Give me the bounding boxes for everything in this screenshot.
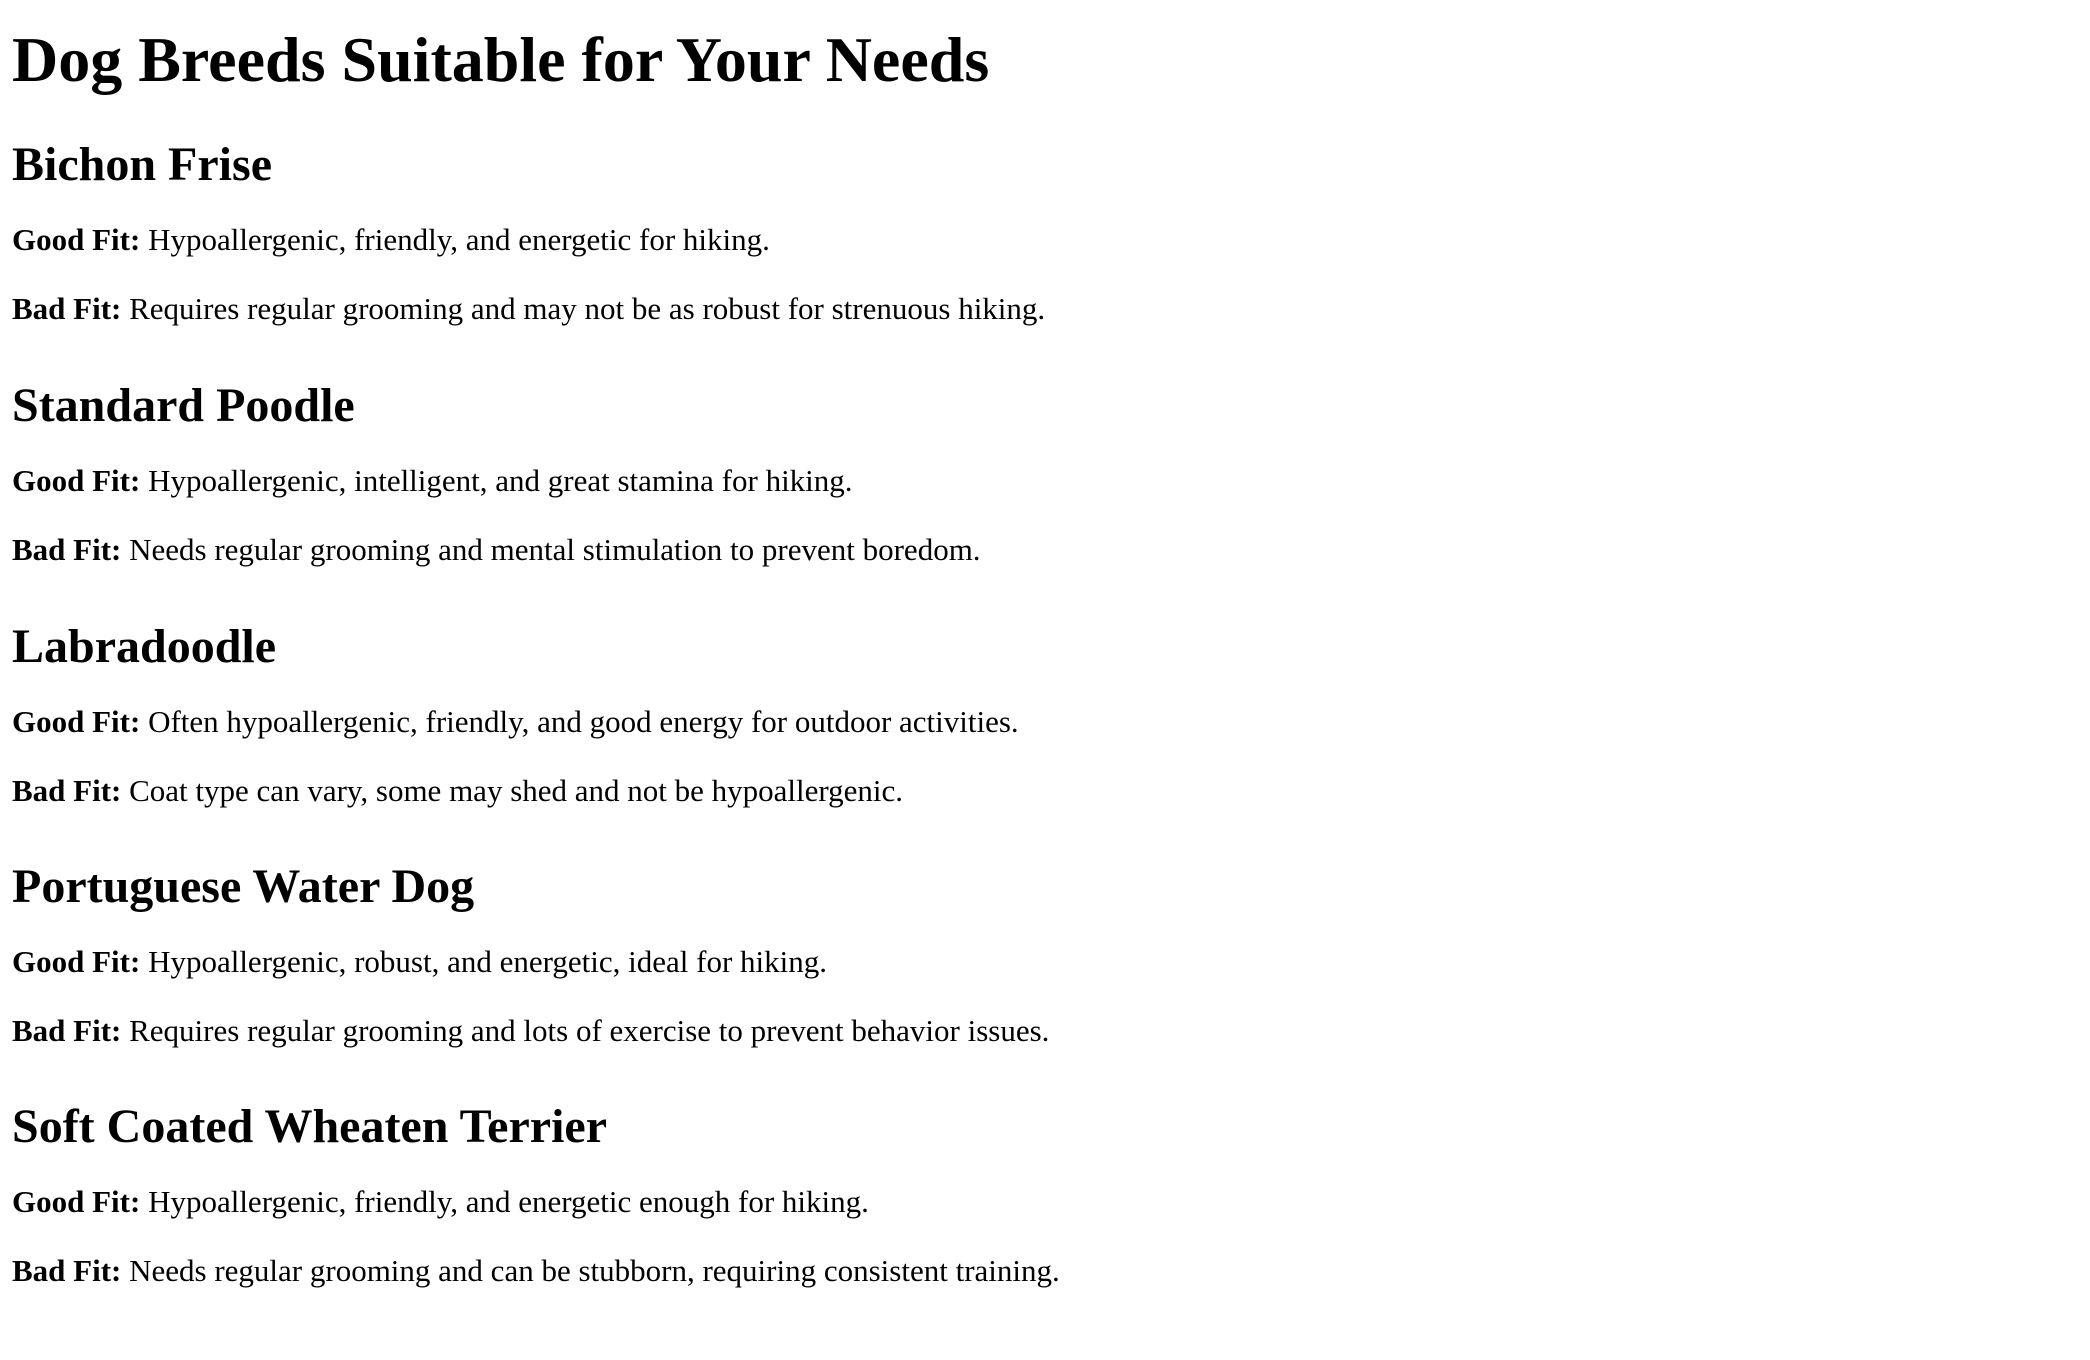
bad-fit-text: Needs regular grooming and mental stimulation to prevent boredom. bbox=[129, 532, 981, 567]
bad-fit-label: Bad Fit: bbox=[12, 291, 122, 326]
bad-fit-line bbox=[12, 1252, 1060, 1290]
bad-fit-text: Coat type can vary, some may shed and not be hypoallergenic. bbox=[129, 773, 904, 808]
good-fit-label: Good Fit: bbox=[12, 222, 141, 257]
good-fit-text: Hypoallergenic, robust, and energetic, ideal for hiking. bbox=[148, 944, 827, 979]
breed-name: Portuguese Water Dog bbox=[12, 860, 475, 913]
good-fit-line bbox=[12, 703, 1019, 741]
good-fit-label: Good Fit: bbox=[12, 944, 141, 979]
bad-fit-label: Bad Fit: bbox=[12, 773, 122, 808]
bad-fit-label: Bad Fit: bbox=[12, 532, 122, 567]
page-title: Dog Breeds Suitable for Your Needs bbox=[12, 24, 990, 95]
good-fit-text: Often hypoallergenic, friendly, and good energy for outdoor activities. bbox=[148, 704, 1019, 739]
good-fit-label: Good Fit: bbox=[12, 704, 141, 739]
good-fit-label: Good Fit: bbox=[12, 1184, 141, 1219]
bad-fit-line bbox=[12, 772, 903, 810]
good-fit-line bbox=[12, 1183, 869, 1221]
bad-fit-text: Needs regular grooming and can be stubborn, requiring consistent training. bbox=[129, 1253, 1060, 1288]
good-fit-text: Hypoallergenic, intelligent, and great stamina for hiking. bbox=[148, 463, 853, 498]
breed-name: Bichon Frise bbox=[12, 138, 272, 191]
bad-fit-line bbox=[12, 531, 981, 569]
good-fit-text: Hypoallergenic, friendly, and energetic for hiking. bbox=[148, 222, 770, 257]
breed-name: Standard Poodle bbox=[12, 379, 355, 432]
bad-fit-text: Requires regular grooming and lots of exercise to prevent behavior issues. bbox=[129, 1013, 1050, 1048]
good-fit-text: Hypoallergenic, friendly, and energetic enough for hiking. bbox=[148, 1184, 869, 1219]
good-fit-label: Good Fit: bbox=[12, 463, 141, 498]
good-fit-line bbox=[12, 462, 853, 500]
bad-fit-label: Bad Fit: bbox=[12, 1253, 122, 1288]
breed-name: Soft Coated Wheaten Terrier bbox=[12, 1100, 608, 1153]
bad-fit-line bbox=[12, 1012, 1049, 1050]
good-fit-line bbox=[12, 943, 827, 981]
good-fit-line bbox=[12, 221, 770, 259]
breed-name: Labradoodle bbox=[12, 620, 277, 673]
bad-fit-label: Bad Fit: bbox=[12, 1013, 122, 1048]
bad-fit-text: Requires regular grooming and may not be as robust for strenuous hiking. bbox=[129, 291, 1046, 326]
bad-fit-line bbox=[12, 290, 1045, 328]
